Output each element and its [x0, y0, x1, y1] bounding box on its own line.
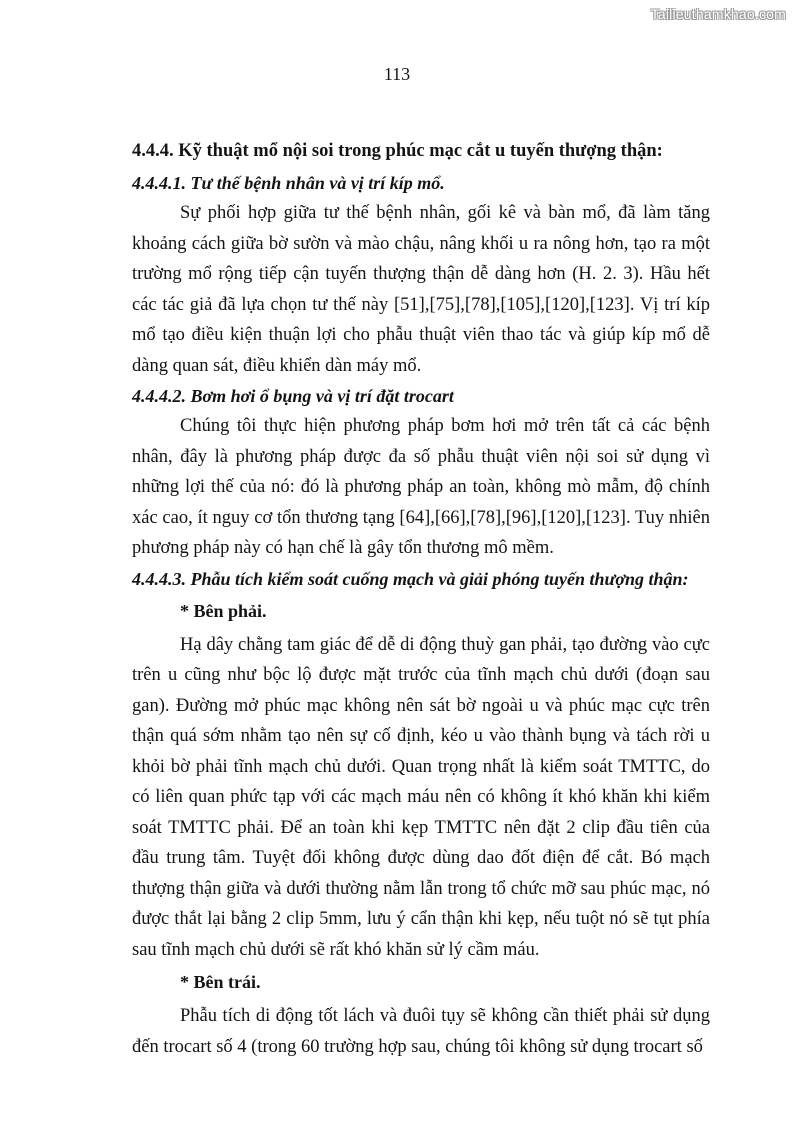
- paragraph-insufflation: Chúng tôi thực hiện phương pháp bơm hơi mở trên tất cả các bệnh nhân, đây là phương pháp được đa số phẫu thuật viên nội soi sử dụng vì những lợi thế của nó: đó là phương pháp an toàn, không mò mẫm, độ chính xác cao, ít nguy cơ tổn thương tạng [64],[66],[78],[96],[120],[123]. Tuy nhiên phương pháp này có hạn chế là gây tổn thương mô mềm.: [132, 416, 710, 558]
- paragraph-right-side: Hạ dây chằng tam giác để dễ di động thuỳ gan phải, tạo đường vào cực trên u cũng như bộc lộ được mặt trước của tĩnh mạch chủ dưới (đoạn sau gan). Đường mở phúc mạc không nên sát bờ ngoài u và phúc mạc cực trên thận quá sớm nhằm tạo nên sự cố định, kéo u vào thành bụng và tách rời u khỏi bờ phải tĩnh mạch chủ dưới. Quan trọng nhất là kiểm soát TMTTC, do có liên quan phức tạp với các mạch máu nên có không ít khó khăn khi kiểm soát TMTTC phải. Để an toàn khi kẹp TMTTC nên đặt 2 clip đầu tiên của đầu trung tâm. Tuyệt đối không được dùng dao đốt điện để cắt. Bó mạch thượng thận giữa và dưới thường nằm lẫn trong tổ chức mỡ sau phúc mạc, nó được thắt lại bằng 2 clip 5mm, lưu ý cẩn thận khi kẹp, nếu tuột nó sẽ tụt phía sau tĩnh mạch chủ dưới sẽ rất khó khăn sử lý cầm máu.: [132, 634, 710, 960]
- page-number: 113: [383, 64, 411, 84]
- subsection-heading-insufflation: 4.4.4.2. Bơm hơi ổ bụng và vị trí đặt trocart: [132, 386, 454, 406]
- document-body: [132, 136, 710, 1062]
- subsection-heading-dissection: 4.4.4.3. Phẫu tích kiểm soát cuống mạch và giải phóng tuyến thượng thận:: [132, 568, 689, 589]
- right-side-label: * Bên phải.: [180, 600, 267, 621]
- paragraph-left-side: Phẫu tích di động tốt lách và đuôi tụy sẽ không cần thiết phải sử dụng đến trocart số 4 (trong 60 trường hợp sau, chúng tôi không sử dụng trocart số: [132, 1006, 710, 1057]
- paragraph-position: Sự phối hợp giữa tư thế bệnh nhân, gối kê và bàn mổ, đã làm tăng khoảng cách giữa bờ sườn và mào chậu, nâng khối u ra nông hơn, tạo ra một trường mổ rộng tiếp cận tuyến thượng thận dễ dàng hơn (H. 2. 3). Hầu hết các tác giả đã lựa chọn tư thế này [51],[75],[78],[105],[120],[123]. Vị trí kíp mổ tạo điều kiện thuận lợi cho phẫu thuật viên thao tác và giúp kíp mổ dễ dàng quan sát, điều khiển dàn máy mổ.: [132, 203, 710, 376]
- left-side-label: * Bên trái.: [180, 972, 261, 992]
- watermark: Tailieuthamkhao.com: [650, 6, 786, 22]
- section-heading: 4.4.4. Kỹ thuật mổ nội soi trong phúc mạc cắt u tuyến thượng thận:: [132, 141, 663, 161]
- subsection-heading-position: 4.4.4.1. Tư thế bệnh nhân và vị trí kíp mổ.: [132, 173, 445, 193]
